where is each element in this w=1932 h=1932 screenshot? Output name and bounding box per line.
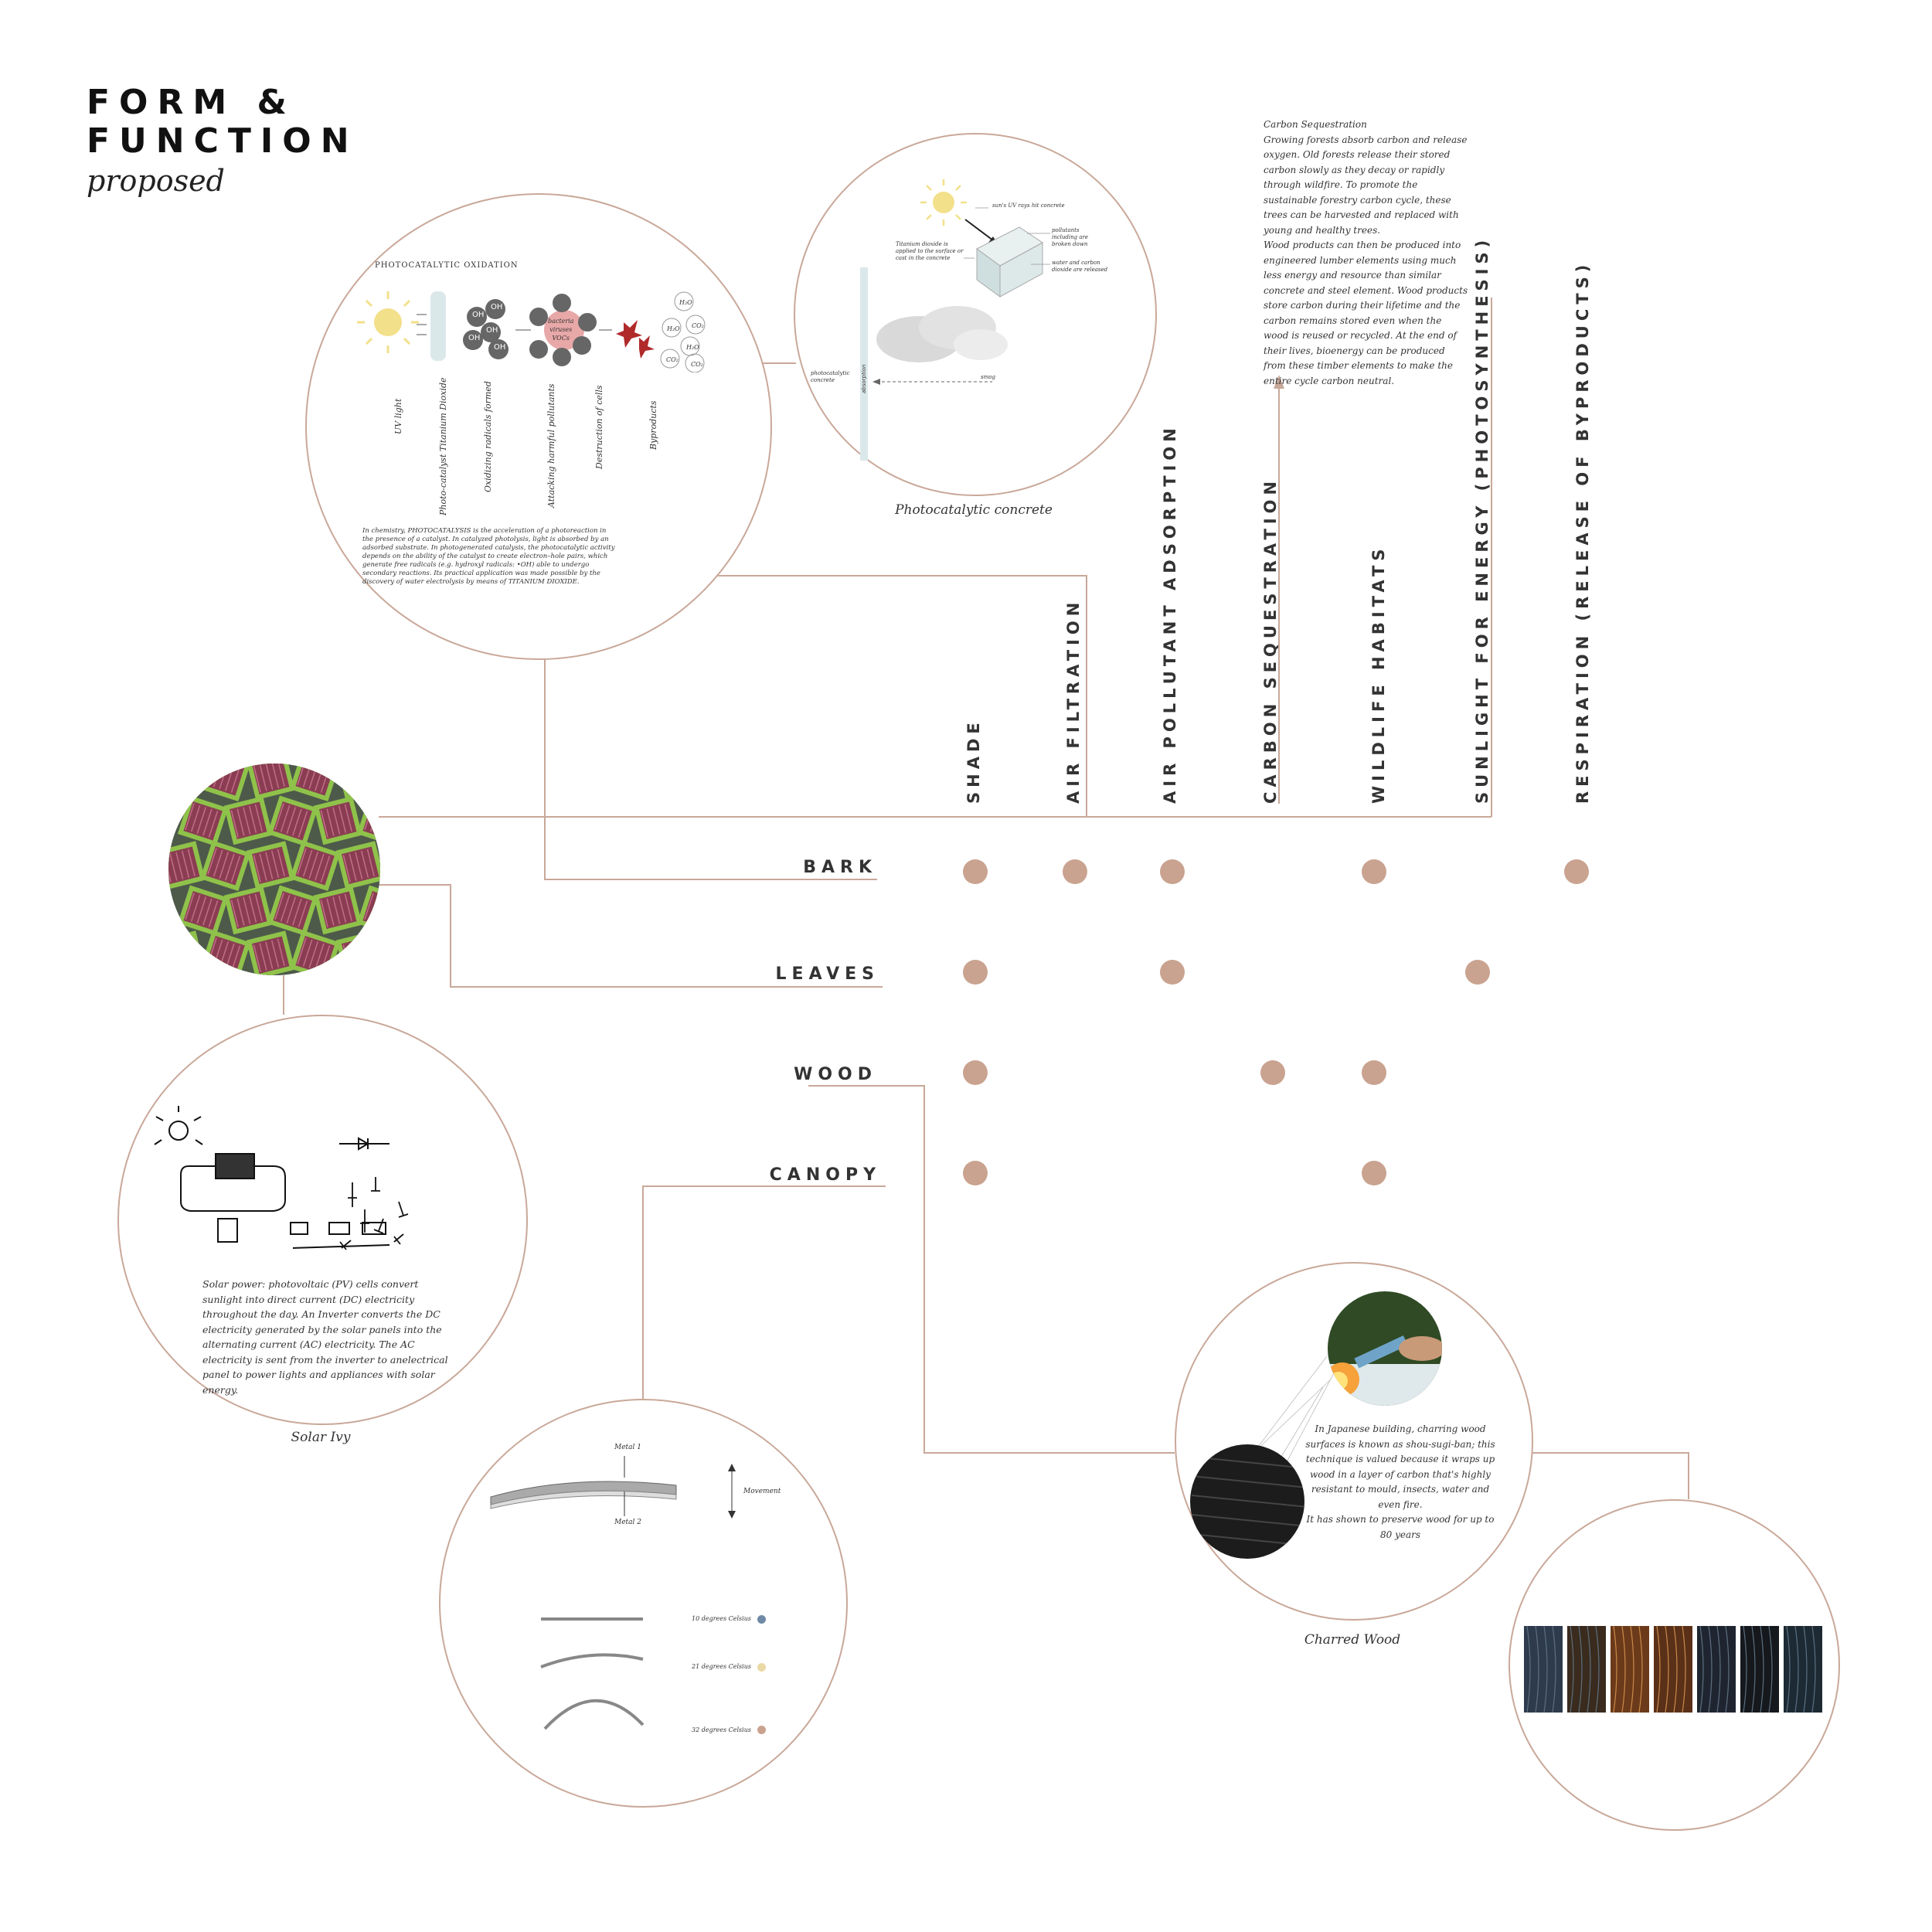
col-air-pollutant: AIR POLLUTANT ADSORPTION [1161, 423, 1179, 804]
temp-dot-32 [757, 1726, 766, 1734]
concrete-caption: Photocatalytic concrete [895, 502, 1053, 518]
dot-bark-1 [1063, 859, 1087, 884]
water-note: water and carbon dioxide are released [1052, 260, 1108, 273]
solar-caption: Solar Ivy [291, 1430, 351, 1445]
label-byproducts: Byproducts [648, 400, 658, 450]
concrete-note: photocatalytic concrete [811, 370, 850, 383]
absorption-note: absorption [861, 364, 867, 393]
carbon-sequestration-text: Carbon Sequestration Growing forests absorb carbon and release oxygen. Old forests release their stored carbon slowly as they decay or rapidly through wildfire. To promote the sustainable forestry carbon cycle, these trees can be harvested and replaced with young and healthy trees. Wood products can then be produced into engineered lumber elements using much less energy and resource than similar concrete and steel element. Wood products store carbon during their lifetime and the carbon remains stored even when the wood is reused or recycled. At the end of their lives, bioenergy can be produced from these timber elements to make the entire cycle carbon neutral. [1264, 119, 1468, 386]
dot-canopy-4 [1362, 1161, 1386, 1185]
titanium-note: Titanium dioxide is applied to the surface or cast in the concrete [896, 241, 964, 261]
dot-wood-4 [1362, 1060, 1386, 1085]
col-respiration: RESPIRATION (RELEASE OF BYPRODUCTS) [1573, 260, 1592, 804]
row-canopy: CANOPY [769, 1165, 881, 1185]
wood-samples [1510, 1501, 1838, 1829]
charred-caption: Charred Wood [1304, 1632, 1401, 1648]
bimetal-diagram [440, 1400, 846, 1806]
photocatalytic-heading: PHOTOCATALYTIC OXIDATION [375, 261, 519, 270]
row-leaves: LEAVES [775, 964, 879, 984]
photocatalytic-oxidation-circle: PHOTOCATALYTIC OXIDATION OH OH OH OH OH bacteria viruses VOCs H₂O H₂O CO₂ H₂O CO₂ CO₂ UV light Photo-catalyst Titanium Dioxide Oxidizing radicals formed Attacking harmful pollutants Destruction of cells Byproducts In chemistry, PHOTOCATALYSIS is the acceleration of a photoreaction in the presence of a catalyst. In catalyzed photolysis, light is absorbed by an adsorbed substrate. In photogenerated catalysis, the photocatalytic activity depends on the ability of the catalyst to create electron–hole pairs, which generate free radicals (e.g. hydroxyl radicals: •OH) able to undergo secondary reactions. Its practical application was made possible by the discovery of water electrolysis by means of TITANIUM DIOXIDE. [305, 193, 772, 660]
smog-note: smog [981, 374, 995, 380]
metal1-label: Metal 1 [614, 1444, 641, 1451]
label-titanium: Photo-catalyst Titanium Dioxide [438, 377, 448, 515]
metal2-label: Metal 2 [614, 1519, 641, 1526]
wood-samples-circle [1509, 1499, 1840, 1831]
page-subtitle: proposed [87, 164, 225, 198]
dot-leaves-5 [1465, 960, 1490, 985]
dot-canopy-0 [963, 1161, 988, 1185]
label-destruction: Destruction of cells [594, 385, 604, 469]
col-sunlight: SUNLIGHT FOR ENERGY (PHOTOSYNTHESIS) [1473, 235, 1492, 804]
col-air-filtration: AIR FILTRATION [1064, 597, 1083, 804]
label-attacking: Attacking harmful pollutants [546, 383, 556, 508]
row-bark: BARK [803, 858, 877, 877]
dot-bark-6 [1564, 859, 1589, 884]
dot-leaves-2 [1160, 960, 1185, 985]
movement-label: Movement [743, 1488, 781, 1495]
temp-label-10: 10 degrees Celsius [692, 1615, 751, 1622]
dot-wood-0 [963, 1060, 988, 1085]
solar-ivy-circle [117, 1015, 528, 1425]
solar-text: Solar power: photovoltaic (PV) cells convert sunlight into direct current (DC) electricity throughout the day. An Inverter converts the DC electricity generated by the solar panels into the alternating current (AC) electricity. The AC electricity is sent from the inverter to anelectrical panel to power lights and appliances with solar energy. [202, 1278, 448, 1396]
label-oxidizing: Oxidizing radicals formed [483, 381, 493, 492]
row-wood: WOOD [794, 1065, 877, 1084]
col-carbon: CARBON SEQUESTRATION [1261, 476, 1280, 804]
col-wildlife: WILDLIFE HABITATS [1369, 544, 1388, 804]
charred-wood-circle [1175, 1262, 1533, 1621]
pollutant-center-label: bacteria viruses VOCs [548, 318, 574, 342]
dot-bark-0 [963, 859, 988, 884]
temp-label-21: 21 degrees Celsius [692, 1663, 751, 1670]
photocatalysis-paragraph: In chemistry, PHOTOCATALYSIS is the acceleration of a photoreaction in the presence of a catalyst. In catalyzed photolysis, light is absorbed by an adsorbed substrate. In photogenerated catalysis, the photocatalytic activity depends on the ability of the catalyst to create electron–hole pairs, which generate free radicals (e.g. hydroxyl radicals: •OH) able to undergo secondary reactions. Its practical application was made possible by the discovery of water electrolysis by means of TITANIUM DIOXIDE. [362, 527, 615, 586]
col-shade: SHADE [964, 718, 983, 804]
solar-ivy-photo [168, 764, 380, 975]
temp-dot-21 [757, 1663, 766, 1672]
charred-text: In Japanese building, charring wood surfaces is known as shou-sugi-ban; this technique is valued because it wraps up wood in a layer of carbon that's highly resistant to mould, insects, water and even fire. It has shown to preserve wood for up to 80 years [1305, 1423, 1495, 1540]
temp-dot-10 [757, 1615, 766, 1624]
dot-bark-4 [1362, 859, 1386, 884]
dot-wood-3 [1260, 1060, 1285, 1085]
page-title: FORM & FUNCTION [87, 83, 359, 161]
pollutants-note: pollutants including are broken down [1052, 227, 1089, 247]
dot-bark-2 [1160, 859, 1185, 884]
dot-leaves-0 [963, 960, 988, 985]
uv-note: sun's UV rays hit concrete [992, 202, 1065, 209]
label-uv-light: UV light [393, 398, 403, 434]
bimetal-circle [439, 1399, 848, 1808]
temp-label-32: 32 degrees Celsius [692, 1726, 751, 1733]
